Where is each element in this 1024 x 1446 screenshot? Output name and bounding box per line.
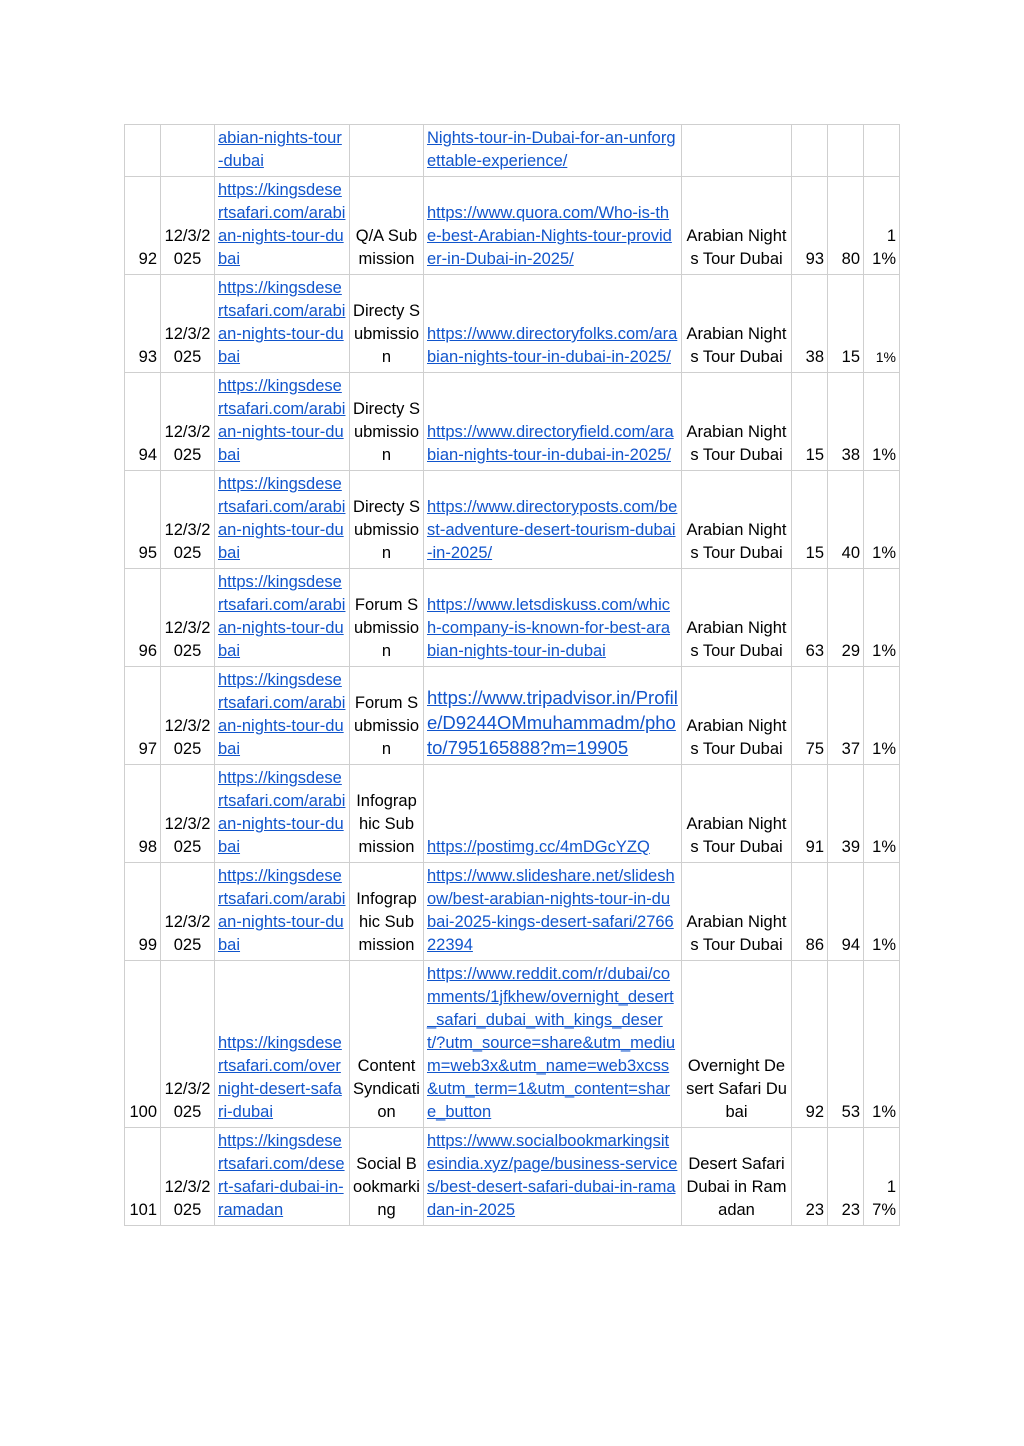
pa-cell: 38: [828, 373, 864, 471]
submission-url-link[interactable]: https://www.reddit.com/r/dubai/comments/1jfkhew/overnight_desert_safari_dubai_with_kings_desert/?utm_source=share&utm_medium=web3x&utm_name=web3xcss&utm_term=1&utm_content=share_button: [427, 965, 676, 1121]
submission-url-link[interactable]: https://www.quora.com/Who-is-the-best-Arabian-Nights-tour-provider-in-Dubai-in-2025/: [427, 204, 672, 268]
table-row: [125, 1128, 900, 1226]
pa-cell: 29: [828, 569, 864, 667]
submission-url-link[interactable]: https://www.directoryfield.com/arabian-nights-tour-in-dubai-in-2025/: [427, 423, 674, 464]
submission-url-cell: [424, 275, 682, 373]
pa-cell: 37: [828, 667, 864, 765]
target-url-link[interactable]: https://kingsdesertsafari.com/arabian-nights-tour-dubai: [218, 573, 346, 660]
target-url-cell: [215, 667, 350, 765]
table-row: [125, 765, 900, 863]
submission-type-cell: Directy Submission: [350, 471, 424, 569]
submission-url-link[interactable]: https://www.directoryfolks.com/arabian-nights-tour-in-dubai-in-2025/: [427, 325, 678, 366]
submission-url-cell: [424, 961, 682, 1128]
submission-url-link[interactable]: Nights-tour-in-Dubai-for-an-unforgettable-experience/: [427, 129, 676, 170]
table-body: [125, 125, 900, 1226]
submission-url-link[interactable]: https://www.directoryposts.com/best-adventure-desert-tourism-dubai-in-2025/: [427, 498, 678, 562]
da-cell: 86: [792, 863, 828, 961]
pa-cell: [828, 125, 864, 177]
target-url-link[interactable]: https://kingsdesertsafari.com/arabian-nights-tour-dubai: [218, 769, 346, 856]
spam-score-cell: 1%: [864, 667, 900, 765]
submission-type-cell: Social Bookmarking: [350, 1128, 424, 1226]
table-row: [125, 177, 900, 275]
submission-url-cell: [424, 471, 682, 569]
spam-score-cell: 1%: [864, 961, 900, 1128]
da-cell: 93: [792, 177, 828, 275]
row-number-cell: [125, 125, 161, 177]
submission-url-cell: [424, 1128, 682, 1226]
pa-cell: 53: [828, 961, 864, 1128]
keyword-cell: Desert Safari Dubai in Ramadan: [682, 1128, 792, 1226]
submission-url-cell: [424, 373, 682, 471]
da-cell: 23: [792, 1128, 828, 1226]
target-url-link[interactable]: https://kingsdesertsafari.com/arabian-nights-tour-dubai: [218, 279, 346, 366]
date-cell: [161, 125, 215, 177]
submission-url-cell: [424, 667, 682, 765]
target-url-link[interactable]: https://kingsdesertsafari.com/overnight-desert-safari-dubai: [218, 1034, 342, 1121]
pa-cell: 15: [828, 275, 864, 373]
keyword-cell: [682, 125, 792, 177]
spam-score-cell: 1%: [864, 765, 900, 863]
row-number-cell: 94: [125, 373, 161, 471]
row-number-cell: 99: [125, 863, 161, 961]
submission-type-cell: Infographic Submission: [350, 765, 424, 863]
target-url-cell: [215, 1128, 350, 1226]
keyword-cell: Arabian Nights Tour Dubai: [682, 863, 792, 961]
target-url-cell: [215, 765, 350, 863]
row-number-cell: 101: [125, 1128, 161, 1226]
target-url-link[interactable]: https://kingsdesertsafari.com/arabian-nights-tour-dubai: [218, 671, 346, 758]
target-url-link[interactable]: abian-nights-tour-dubai: [218, 129, 342, 170]
row-number-cell: 97: [125, 667, 161, 765]
date-cell: 12/3/2025: [161, 471, 215, 569]
date-cell: 12/3/2025: [161, 1128, 215, 1226]
table-row: [125, 471, 900, 569]
da-cell: 92: [792, 961, 828, 1128]
submission-url-cell: [424, 863, 682, 961]
date-cell: 12/3/2025: [161, 667, 215, 765]
submission-type-cell: Q/A Submission: [350, 177, 424, 275]
spam-score-cell: 1%: [864, 275, 900, 373]
target-url-cell: [215, 863, 350, 961]
pa-cell: 23: [828, 1128, 864, 1226]
keyword-cell: Arabian Nights Tour Dubai: [682, 765, 792, 863]
target-url-link[interactable]: https://kingsdesertsafari.com/desert-safari-dubai-in-ramadan: [218, 1132, 345, 1219]
submission-type-cell: Forum Submission: [350, 569, 424, 667]
submission-url-link[interactable]: https://www.letsdiskuss.com/which-company-is-known-for-best-arabian-nights-tour-in-dubai: [427, 596, 670, 660]
backlink-report-table: [124, 124, 900, 1226]
keyword-cell: Arabian Nights Tour Dubai: [682, 569, 792, 667]
row-number-cell: 98: [125, 765, 161, 863]
row-number-cell: 95: [125, 471, 161, 569]
table-row: [125, 961, 900, 1128]
row-number-cell: 93: [125, 275, 161, 373]
target-url-cell: [215, 471, 350, 569]
spam-score-cell: 1%: [864, 569, 900, 667]
target-url-link[interactable]: https://kingsdesertsafari.com/arabian-nights-tour-dubai: [218, 475, 346, 562]
spam-score-cell: 1%: [864, 373, 900, 471]
da-cell: 15: [792, 373, 828, 471]
date-cell: 12/3/2025: [161, 765, 215, 863]
submission-url-link[interactable]: https://www.slideshare.net/slideshow/best-arabian-nights-tour-in-dubai-2025-kings-desert-safari/276622394: [427, 867, 675, 954]
target-url-link[interactable]: https://kingsdesertsafari.com/arabian-nights-tour-dubai: [218, 377, 346, 464]
submission-type-cell: [350, 125, 424, 177]
da-cell: 75: [792, 667, 828, 765]
target-url-cell: [215, 961, 350, 1128]
spam-score-cell: 17%: [864, 1128, 900, 1226]
target-url-cell: [215, 275, 350, 373]
spam-score-cell: [864, 125, 900, 177]
target-url-cell: [215, 125, 350, 177]
submission-type-cell: Forum Submission: [350, 667, 424, 765]
da-cell: 91: [792, 765, 828, 863]
spam-score-cell: 1%: [864, 863, 900, 961]
spam-score-cell: 1%: [864, 471, 900, 569]
submission-type-cell: Content Syndication: [350, 961, 424, 1128]
target-url-cell: [215, 569, 350, 667]
pa-cell: 40: [828, 471, 864, 569]
keyword-cell: Arabian Nights Tour Dubai: [682, 177, 792, 275]
spam-score-cell: 11%: [864, 177, 900, 275]
submission-url-link[interactable]: https://www.tripadvisor.in/Profile/D9244OMmuhammadm/photo/795165888?m=19905: [427, 687, 678, 758]
submission-url-link[interactable]: https://www.socialbookmarkingsitesindia.xyz/page/business-services/best-desert-safari-dubai-in-ramadan-in-2025: [427, 1132, 678, 1219]
date-cell: 12/3/2025: [161, 569, 215, 667]
date-cell: 12/3/2025: [161, 275, 215, 373]
keyword-cell: Arabian Nights Tour Dubai: [682, 373, 792, 471]
submission-url-link[interactable]: https://postimg.cc/4mDGcYZQ: [427, 838, 650, 856]
submission-type-cell: Directy Submission: [350, 275, 424, 373]
pa-cell: 80: [828, 177, 864, 275]
pa-cell: 94: [828, 863, 864, 961]
keyword-cell: Overnight Desert Safari Dubai: [682, 961, 792, 1128]
submission-type-cell: Infographic Submission: [350, 863, 424, 961]
date-cell: 12/3/2025: [161, 373, 215, 471]
table-row: [125, 125, 900, 177]
target-url-cell: [215, 373, 350, 471]
row-number-cell: 92: [125, 177, 161, 275]
pa-cell: 39: [828, 765, 864, 863]
da-cell: 63: [792, 569, 828, 667]
date-cell: 12/3/2025: [161, 177, 215, 275]
target-url-link[interactable]: https://kingsdesertsafari.com/arabian-nights-tour-dubai: [218, 181, 346, 268]
submission-url-cell: [424, 177, 682, 275]
row-number-cell: 100: [125, 961, 161, 1128]
da-cell: 15: [792, 471, 828, 569]
table-row: [125, 667, 900, 765]
date-cell: 12/3/2025: [161, 961, 215, 1128]
table-row: [125, 275, 900, 373]
table-row: [125, 863, 900, 961]
keyword-cell: Arabian Nights Tour Dubai: [682, 275, 792, 373]
row-number-cell: 96: [125, 569, 161, 667]
target-url-cell: [215, 177, 350, 275]
keyword-cell: Arabian Nights Tour Dubai: [682, 471, 792, 569]
submission-type-cell: Directy Submission: [350, 373, 424, 471]
submission-url-cell: [424, 569, 682, 667]
submission-url-cell: [424, 125, 682, 177]
table-row: [125, 373, 900, 471]
da-cell: 38: [792, 275, 828, 373]
da-cell: [792, 125, 828, 177]
keyword-cell: Arabian Nights Tour Dubai: [682, 667, 792, 765]
date-cell: 12/3/2025: [161, 863, 215, 961]
submission-url-cell: [424, 765, 682, 863]
target-url-link[interactable]: https://kingsdesertsafari.com/arabian-nights-tour-dubai: [218, 867, 346, 954]
table-row: [125, 569, 900, 667]
